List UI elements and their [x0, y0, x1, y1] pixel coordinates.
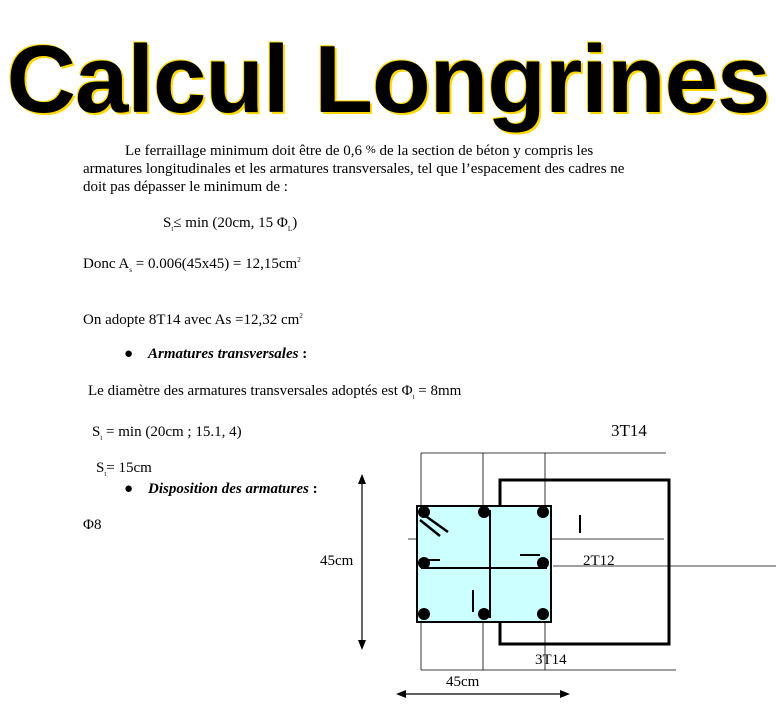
phi8-label: Φ8 — [83, 517, 102, 533]
height-dimension-arrow — [358, 474, 366, 650]
st-min-sub: t — [100, 434, 103, 442]
section-disposition-label: Disposition des armatures — [148, 481, 309, 497]
intro-line1b: de la section de béton y compris les — [379, 143, 594, 159]
bullet-transversales: ● — [124, 346, 134, 362]
formula-as-pre: Donc A — [83, 256, 130, 272]
page-title: Calcul Longrines — [6, 26, 770, 133]
st-min-s: S — [92, 424, 101, 440]
diam-pre: Le diamètre des armatures transversales adoptés est Φ — [88, 383, 413, 399]
formula-st-sub-l: L — [287, 225, 293, 233]
st-val-s: S — [96, 460, 105, 476]
intro-percent: % — [365, 142, 376, 156]
section-transversales-label: Armatures transversales — [148, 346, 299, 362]
st-min-rest: = min (20cm ; 15.1, 4) — [102, 424, 242, 440]
formula-st-close: ) — [292, 215, 298, 231]
formula-as-sup: 2 — [297, 256, 301, 264]
section-transversales-colon: : — [298, 346, 308, 362]
formula-st-sub: t — [171, 225, 174, 233]
diam-rest: = 8mm — [414, 383, 462, 399]
height-label: 45cm — [320, 553, 354, 569]
adopt-sup: 2 — [299, 312, 303, 320]
intro-line1: Le ferraillage minimum doit être de 0,6 — [125, 143, 362, 159]
formula-st-s: S — [163, 215, 172, 231]
adopt-text: On adopte 8T14 avec As =12,32 cm — [83, 312, 300, 328]
width-dimension-arrow — [396, 690, 570, 698]
st-val-rest: = 15cm — [106, 460, 152, 476]
diam-sub: t — [412, 393, 415, 401]
middle-rebar-label: 2T12 — [583, 553, 615, 569]
formula-as-rest: = 0.006(45x45) = 12,15cm — [131, 256, 298, 272]
bottom-rebar-label: 3T14 — [535, 652, 567, 668]
formula-st-rest: ≤ min (20cm, 15 Φ — [173, 215, 288, 231]
width-label: 45cm — [446, 674, 480, 690]
st-val-sub: t — [104, 470, 107, 478]
bullet-disposition: ● — [124, 481, 134, 497]
top-rebar-label: 3T14 — [611, 421, 647, 440]
intro-line2: armatures longitudinales et les armatures transversales, tel que l’espacement des cadres ne — [83, 161, 625, 177]
intro-line3: doit pas dépasser le minimum de : — [83, 179, 288, 195]
section-disposition-colon: : — [308, 481, 318, 497]
formula-as-sub: s — [129, 266, 132, 274]
